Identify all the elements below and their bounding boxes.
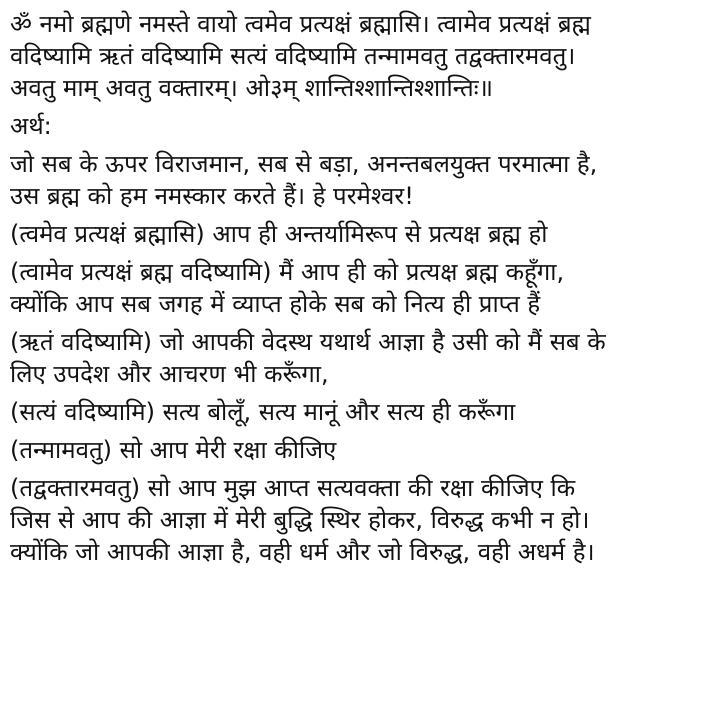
paragraph-line: (ऋतं वदिष्यामि) जो आपकी वेदस्थ यथार्थ आज्ञा है उसी को मैं सब के <box>10 328 606 356</box>
paragraph <box>10 326 696 390</box>
meaning-heading: अर्थ: <box>10 112 52 140</box>
paragraph-line: जो सब के ऊपर विराजमान, सब से बड़ा, अनन्तबलयुक्त परमात्मा है, <box>10 150 598 178</box>
paragraph-line: (तन्मामवतु) सो आप मेरी रक्षा कीजिए <box>10 436 337 464</box>
paragraph <box>10 434 696 466</box>
paragraph-line: (तद्वक्तारमवतु) सो आप मुझ आप्त सत्यवक्ता की रक्षा कीजिए कि <box>10 474 576 502</box>
paragraph-line: (त्वमेव प्रत्यक्षं ब्रह्मासि) आप ही अन्तर्यामिरूप से प्रत्यक्ष ब्रह्म हो <box>10 220 548 248</box>
mantra-line: वदिष्यामि ऋतं वदिष्यामि सत्यं वदिष्यामि तन्मामवतु तद्वक्तारमवतु। <box>10 42 576 70</box>
paragraph <box>10 218 696 250</box>
paragraph-line: (सत्यं वदिष्यामि) सत्य बोलूँ, सत्य मानूं और सत्य ही करूँगा <box>10 398 516 426</box>
paragraph <box>10 148 696 212</box>
mantra-line: अवतु माम् अवतु वक्तारम्। ओ३म् शान्तिश्शान्तिश्शान्तिः॥ <box>10 74 493 102</box>
mantra-line: ॐ नमो ब्रह्मणे नमस्ते वायो त्वमेव प्रत्यक्षं ब्रह्मासि। त्वामेव प्रत्यक्षं ब्रह्म <box>10 10 591 38</box>
mantra-block <box>10 8 696 104</box>
paragraph-line: उस ब्रह्म को हम नमस्कार करते हैं। हे परमेश्वर! <box>10 182 414 210</box>
document-body <box>10 8 696 574</box>
paragraph <box>10 256 696 320</box>
paragraph-line: क्योंकि जो आपकी आज्ञा है, वही धर्म और जो विरुद्ध, वही अधर्म है। <box>10 538 595 566</box>
paragraph <box>10 396 696 428</box>
paragraph-line: (त्वामेव प्रत्यक्षं ब्रह्म वदिष्यामि) मैं आप ही को प्रत्यक्ष ब्रह्म कहूँगा, <box>10 258 565 286</box>
meaning-heading-block <box>10 110 696 142</box>
paragraph-line: जिस से आप की आज्ञा में मेरी बुद्धि स्थिर होकर, विरुद्ध कभी न हो। <box>10 506 590 534</box>
paragraph-line: क्योंकि आप सब जगह में व्याप्त होके सब को नित्य ही प्राप्त हैं <box>10 290 541 318</box>
paragraph <box>10 472 696 568</box>
paragraph-line: लिए उपदेश और आचरण भी करूँगा, <box>10 360 329 388</box>
